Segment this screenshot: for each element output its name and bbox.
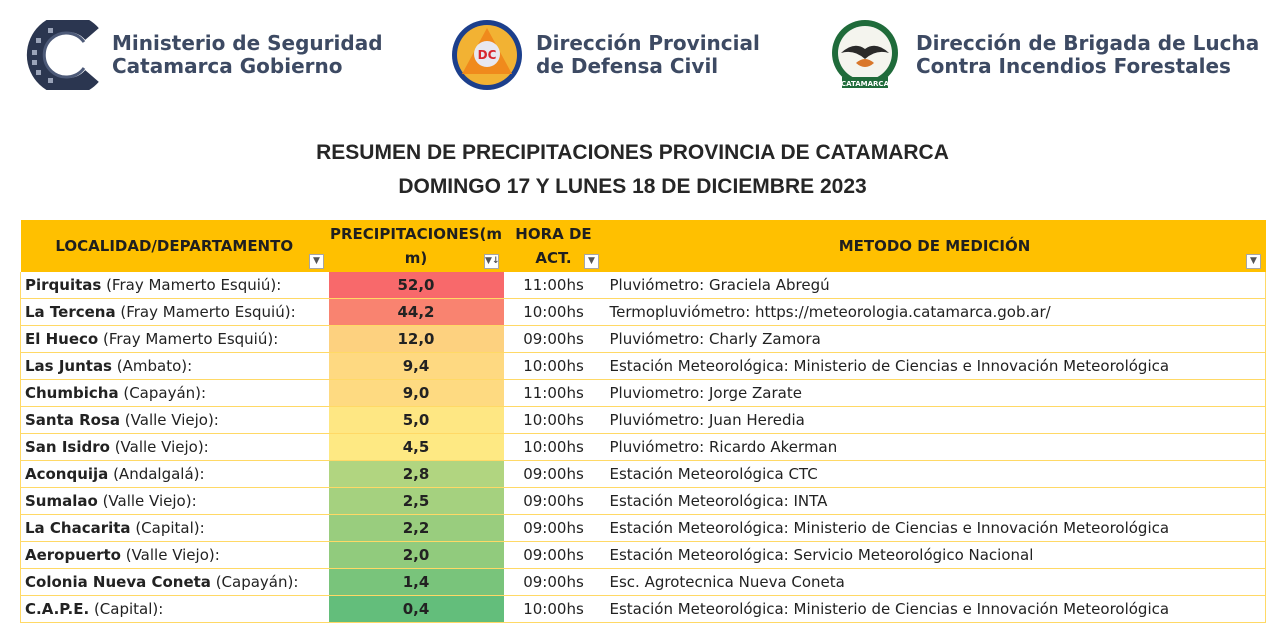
- departamento-name: (Valle Viejo):: [109, 438, 209, 456]
- cell-metodo[interactable]: Estación Meteorológica: INTA: [604, 488, 1266, 515]
- cell-precipitacion[interactable]: 2,8: [329, 461, 504, 488]
- table-row: [21, 542, 1266, 569]
- cell-precipitacion[interactable]: 44,2: [329, 299, 504, 326]
- cell-hora[interactable]: 09:00hs: [504, 461, 604, 488]
- table-row: [21, 326, 1266, 353]
- table-row: [21, 353, 1266, 380]
- table-header-row: [21, 220, 1266, 272]
- cell-localidad[interactable]: [21, 299, 329, 326]
- cell-metodo[interactable]: Estación Meteorológica: Ministerio de Ciencias e Innovación Meteorológica: [604, 596, 1266, 623]
- cell-hora[interactable]: 09:00hs: [504, 326, 604, 353]
- dc-badge: DC: [477, 48, 497, 62]
- sort-descending-icon[interactable]: ▼↓: [484, 254, 499, 269]
- departamento-name: (Fray Mamerto Esquiú):: [115, 303, 296, 321]
- cell-metodo[interactable]: Pluviometro: Jorge Zarate: [604, 380, 1266, 407]
- table-row: [21, 272, 1266, 299]
- localidad-name: La Chacarita: [25, 519, 131, 537]
- departamento-name: (Valle Viejo):: [120, 546, 220, 564]
- departamento-name: (Capital):: [130, 519, 205, 537]
- cell-hora[interactable]: 10:00hs: [504, 407, 604, 434]
- catamarca-badge: CATAMARCA: [841, 80, 889, 88]
- departamento-name: (Valle Viejo):: [97, 492, 197, 510]
- cell-precipitacion[interactable]: 9,0: [329, 380, 504, 407]
- localidad-name: Aconquija: [25, 465, 109, 483]
- cell-metodo[interactable]: Pluviómetro: Charly Zamora: [604, 326, 1266, 353]
- localidad-name: Las Juntas: [25, 357, 112, 375]
- cell-metodo[interactable]: Estación Meteorológica: Ministerio de Ciencias e Innovación Meteorológica: [604, 515, 1266, 542]
- cell-metodo[interactable]: Pluviómetro: Ricardo Akerman: [604, 434, 1266, 461]
- logo-line2: Contra Incendios Forestales: [916, 54, 1231, 78]
- header-hora: [504, 220, 604, 272]
- cell-localidad[interactable]: [21, 488, 329, 515]
- cell-hora[interactable]: 10:00hs: [504, 299, 604, 326]
- cell-precipitacion[interactable]: 0,4: [329, 596, 504, 623]
- cell-metodo[interactable]: Estación Meteorológica CTC: [604, 461, 1266, 488]
- localidad-name: Sumalao: [25, 492, 98, 510]
- departamento-name: (Capayán):: [118, 384, 207, 402]
- ministerio-seguridad-emblem-icon: [22, 20, 100, 90]
- page-subtitle: DOMINGO 17 Y LUNES 18 DE DICIEMBRE 2023: [398, 175, 867, 198]
- cell-precipitacion[interactable]: 52,0: [329, 272, 504, 299]
- localidad-name: San Isidro: [25, 438, 110, 456]
- filter-dropdown-icon[interactable]: ▼: [584, 254, 599, 269]
- header-hora-label-2: ACT.: [535, 249, 572, 267]
- cell-metodo[interactable]: Esc. Agrotecnica Nueva Coneta: [604, 569, 1266, 596]
- table-row: [21, 488, 1266, 515]
- localidad-name: El Hueco: [25, 330, 99, 348]
- cell-metodo[interactable]: Estación Meteorológica: Servicio Meteorológico Nacional: [604, 542, 1266, 569]
- cell-localidad[interactable]: [21, 272, 329, 299]
- page-title: RESUMEN DE PRECIPITACIONES PROVINCIA DE CATAMARCA: [316, 141, 949, 164]
- departamento-name: (Fray Mamerto Esquiú):: [98, 330, 279, 348]
- cell-precipitacion[interactable]: 4,5: [329, 434, 504, 461]
- cell-precipitacion[interactable]: 12,0: [329, 326, 504, 353]
- cell-hora[interactable]: 09:00hs: [504, 515, 604, 542]
- cell-precipitacion[interactable]: 2,5: [329, 488, 504, 515]
- cell-precipitacion[interactable]: 2,2: [329, 515, 504, 542]
- cell-precipitacion[interactable]: 2,0: [329, 542, 504, 569]
- cell-localidad[interactable]: [21, 515, 329, 542]
- cell-hora[interactable]: 09:00hs: [504, 569, 604, 596]
- logo-brigada-incendios: [826, 20, 1259, 90]
- cell-precipitacion[interactable]: 5,0: [329, 407, 504, 434]
- cell-hora[interactable]: 10:00hs: [504, 596, 604, 623]
- localidad-name: Chumbicha: [25, 384, 119, 402]
- table-row: [21, 461, 1266, 488]
- cell-localidad[interactable]: [21, 434, 329, 461]
- cell-metodo[interactable]: Pluviómetro: Graciela Abregú: [604, 272, 1266, 299]
- localidad-name: Colonia Nueva Coneta: [25, 573, 211, 591]
- table-row: [21, 407, 1266, 434]
- table-row: [21, 380, 1266, 407]
- brigada-incendios-emblem-icon: [826, 19, 904, 91]
- cell-localidad[interactable]: [21, 542, 329, 569]
- cell-localidad[interactable]: [21, 407, 329, 434]
- precipitation-table: [20, 220, 1266, 623]
- logo-ministerio-seguridad: [22, 20, 383, 90]
- header-precip-label-1: PRECIPITACIONES(m: [329, 225, 503, 243]
- departamento-name: (Capital):: [89, 600, 164, 618]
- cell-localidad[interactable]: [21, 380, 329, 407]
- table-row: [21, 596, 1266, 623]
- departamento-name: (Andalgalá):: [108, 465, 205, 483]
- header-metodo-label: METODO DE MEDICIÓN: [838, 237, 1031, 255]
- cell-localidad[interactable]: [21, 596, 329, 623]
- cell-metodo[interactable]: Estación Meteorológica: Ministerio de Ciencias e Innovación Meteorológica: [604, 353, 1266, 380]
- header-precip-label-2: m): [404, 249, 428, 267]
- cell-hora[interactable]: 11:00hs: [504, 380, 604, 407]
- localidad-name: Aeropuerto: [25, 546, 121, 564]
- header-localidad-label: LOCALIDAD/DEPARTAMENTO: [55, 237, 294, 255]
- logo-line1: Dirección Provincial: [536, 31, 760, 55]
- cell-precipitacion[interactable]: 9,4: [329, 353, 504, 380]
- logo-defensa-civil: [450, 20, 760, 90]
- header-metodo: [604, 220, 1266, 272]
- logo-line2: de Defensa Civil: [536, 54, 719, 78]
- cell-localidad[interactable]: [21, 569, 329, 596]
- departamento-name: (Valle Viejo):: [120, 411, 219, 429]
- header-hora-label-1: HORA DE: [515, 225, 592, 243]
- cell-precipitacion[interactable]: 1,4: [329, 569, 504, 596]
- filter-dropdown-icon[interactable]: ▼: [1246, 254, 1261, 269]
- header-precipitaciones: [329, 220, 504, 272]
- cell-metodo[interactable]: Termopluviómetro: https://meteorologia.catamarca.gob.ar/: [604, 299, 1266, 326]
- localidad-name: La Tercena: [25, 303, 116, 321]
- departamento-name: (Ambato):: [112, 357, 193, 375]
- cell-metodo[interactable]: Pluviómetro: Juan Heredia: [604, 407, 1266, 434]
- logo-line1: Dirección de Brigada de Lucha: [916, 31, 1260, 55]
- departamento-name: (Fray Mamerto Esquiú):: [101, 276, 282, 294]
- cell-localidad[interactable]: [21, 461, 329, 488]
- localidad-name: Santa Rosa: [25, 411, 121, 429]
- table-row: [21, 569, 1266, 596]
- logo-line1: Ministerio de Seguridad: [112, 31, 383, 55]
- cell-hora[interactable]: 10:00hs: [504, 434, 604, 461]
- cell-localidad[interactable]: [21, 353, 329, 380]
- header-localidad: [21, 220, 329, 272]
- table-row: [21, 434, 1266, 461]
- cell-hora[interactable]: 10:00hs: [504, 353, 604, 380]
- table-row: [21, 515, 1266, 542]
- cell-hora[interactable]: 09:00hs: [504, 542, 604, 569]
- cell-localidad[interactable]: [21, 326, 329, 353]
- localidad-name: Pirquitas: [25, 276, 102, 294]
- cell-hora[interactable]: 09:00hs: [504, 488, 604, 515]
- localidad-name: C.A.P.E.: [25, 600, 90, 618]
- table-row: [21, 299, 1266, 326]
- departamento-name: (Capayán):: [210, 573, 299, 591]
- filter-dropdown-icon[interactable]: ▼: [309, 254, 324, 269]
- defensa-civil-emblem-icon: [450, 18, 524, 92]
- cell-hora[interactable]: 11:00hs: [504, 272, 604, 299]
- logo-line2: Catamarca Gobierno: [112, 54, 343, 78]
